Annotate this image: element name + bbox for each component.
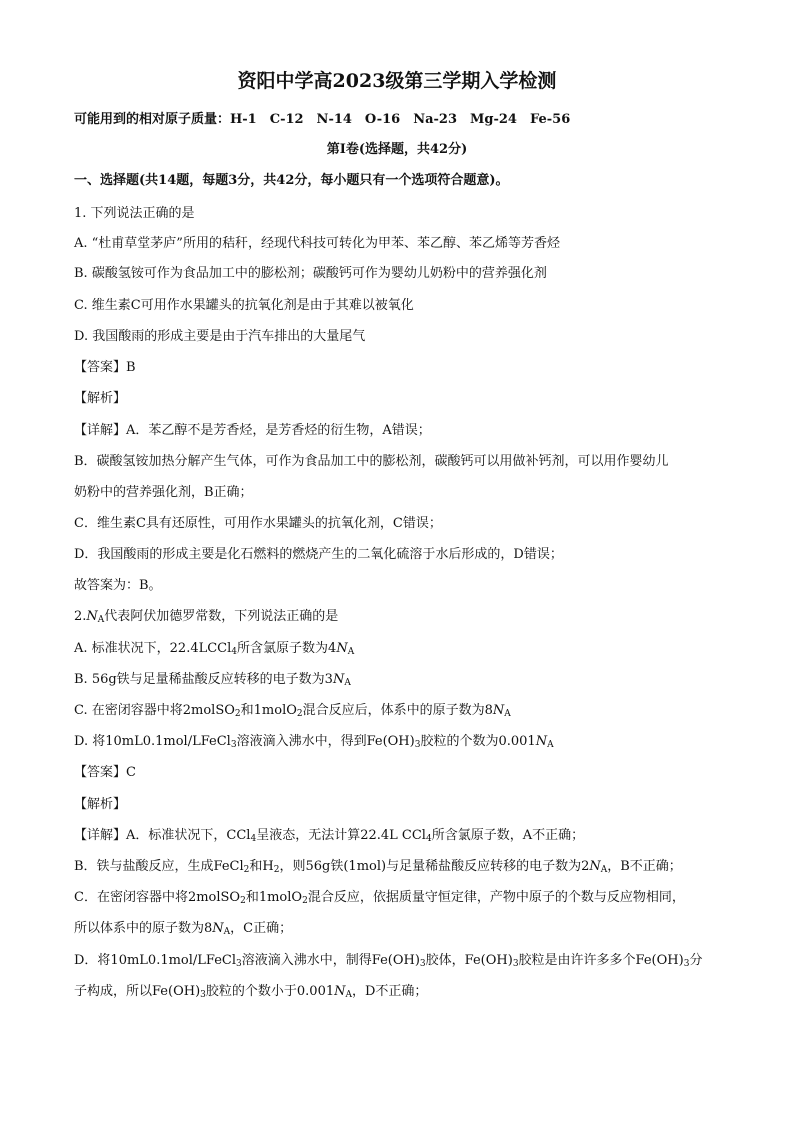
q2-detail-a: 【详解】A．标准状况下，CCl$_4$呈液态，无法计算22.4L CCl$_4$所含氯原子数，A不正确； — [74, 828, 585, 844]
q2-detail-d-line1: D．将10mL0.1mol/LFeCl$_3$溶液滴入沸水中，制得$Fe(OH)_3$胶体，$Fe(OH)_3$胶粒是由许许多多个$Fe(OH)_3$分 — [74, 953, 703, 969]
q2-analysis-tag: 【解析】 — [74, 797, 127, 812]
q2-detail-d-line2: 子构成，所以$Fe(OH)_3$胶粒的个数小于$0.001N_A$，D不正确； — [74, 984, 428, 1000]
q1-detail-b-line2: 奶粉中的营养强化剂，B正确； — [74, 485, 253, 500]
volume-title: 第Ⅰ卷(选择题，共42分) — [326, 142, 468, 157]
q1-option-b: B. 碳酸氢铵可作为食品加工中的膨松剂；碳酸钙可作为婴幼儿奶粉中的营养强化剂 — [74, 266, 547, 281]
q2-answer: 【答案】C — [74, 765, 136, 780]
q1-answer: 【答案】B — [74, 360, 136, 375]
atomic-masses: 可能用到的相对原子质量：H-1 C-12 N-14 O-16 Na-23 Mg-24 Fe-56 — [74, 112, 571, 127]
section-title: 一、选择题(共14题，每题3分，共42分，每小题只有一个选项符合题意)。 — [74, 173, 509, 188]
q2-option-d: D. 将10mL0.1mol/LFeCl$_3$溶液滴入沸水中，得到$Fe(OH)_3$胶粒的个数为$0.001N_A$ — [74, 734, 554, 750]
q1-detail-b-line1: B．碳酸氢铵加热分解产生气体，可作为食品加工中的膨松剂，碳酸钙可以用做补钙剂，可以用作婴幼儿 — [74, 454, 669, 469]
q1-detail-c: C．维生素C具有还原性，可用作水果罐头的抗氧化剂，C错误； — [74, 516, 442, 531]
q1-option-c: C. 维生素C可用作水果罐头的抗氧化剂是由于其难以被氧化 — [74, 298, 414, 313]
q1-analysis-tag: 【解析】 — [74, 391, 127, 406]
q2-detail-c-line1: C．在密闭容器中将2molSO$_2$和1molO$_2$混合反应，依据质量守恒定律，产物中原子的个数与反应物相同， — [74, 890, 685, 906]
q1-conclusion: 故答案为：B。 — [74, 578, 162, 593]
q2-option-c: C. 在密闭容器中将2molSO$_2$和1molO$_2$混合反应后，体系中的原子数为$8N_A$ — [74, 703, 511, 719]
q2-stem: $2.N_A$代表阿伏加德罗常数，下列说法正确的是 — [74, 609, 339, 625]
q1-option-a: A. “杜甫草堂茅庐”所用的秸秆，经现代科技可转化为甲苯、苯乙醇、苯乙烯等芳香烃 — [74, 236, 560, 251]
q2-option-a: A. 标准状况下，22.4LCCl$_4$所含氯原子数为$4N_A$ — [74, 641, 355, 657]
q2-detail-c-line2: 所以体系中的原子数为$8N_A$，C正确； — [74, 921, 293, 937]
q2-detail-b: B．铁与盐酸反应，生成FeCl$_2$和$H_2$，则56g铁(1mol)与足量稀盐酸反应转移的电子数为$2N_A$，B不正确； — [74, 859, 682, 875]
q2-option-b: B. 56g铁与足量稀盐酸反应转移的电子数为$3N_A$ — [74, 672, 351, 688]
exam-title: 资阳中学高2023级第三学期入学检测 — [237, 70, 557, 92]
q1-detail-d: D．我国酸雨的形成主要是化石燃料的燃烧产生的二氧化硫溶于水后形成的，D错误； — [74, 547, 563, 562]
q1-option-d: D. 我国酸雨的形成主要是由于汽车排出的大量尾气 — [74, 329, 366, 344]
q1-stem: 1. 下列说法正确的是 — [74, 206, 195, 221]
q1-detail-a: 【详解】A．苯乙醇不是芳香烃，是芳香烃的衍生物，A错误； — [74, 423, 431, 438]
